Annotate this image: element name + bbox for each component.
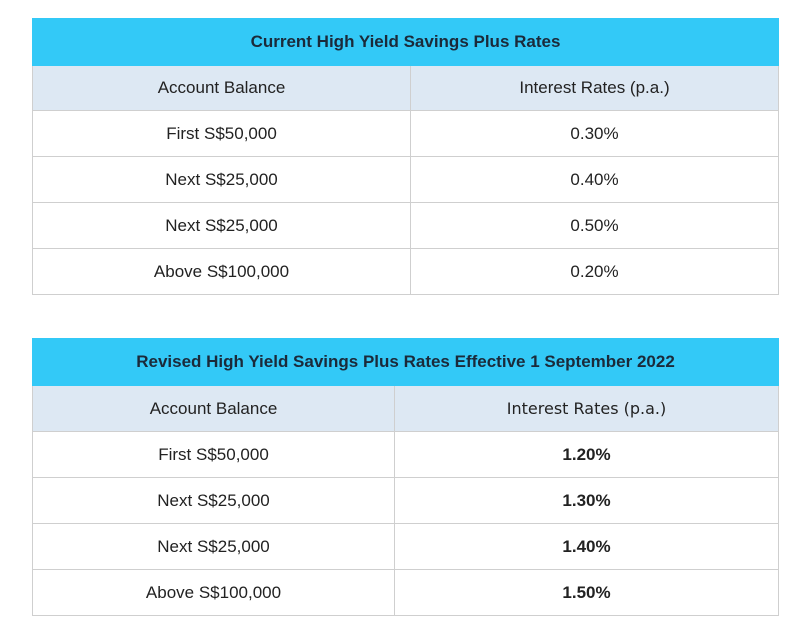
balance-cell: First S$50,000 [33,432,395,478]
current-rates-table [32,18,779,295]
balance-cell: First S$50,000 [33,111,411,157]
balance-cell: Next S$25,000 [33,478,395,524]
revised-rates-table [32,338,779,616]
column-header-balance: Account Balance [33,66,411,111]
table-row [33,111,779,157]
rate-cell: 0.40% [411,157,779,203]
table-row [33,570,779,616]
table-title-row [33,19,779,66]
rate-cell: 0.20% [411,249,779,295]
rate-cell: 1.20% [395,432,779,478]
column-header-rate: Interest Rates (p.a.) [395,386,779,432]
table-row [33,203,779,249]
table-title-row [33,339,779,386]
table-row [33,432,779,478]
balance-cell: Above S$100,000 [33,570,395,616]
balance-cell: Next S$25,000 [33,157,411,203]
rate-cell: 0.30% [411,111,779,157]
table-row [33,478,779,524]
table-row [33,249,779,295]
balance-cell: Above S$100,000 [33,249,411,295]
balance-cell: Next S$25,000 [33,524,395,570]
table-title: Revised High Yield Savings Plus Rates Effective 1 September 2022 [33,339,779,386]
table-row [33,524,779,570]
rate-cell: 0.50% [411,203,779,249]
table-header-row [33,66,779,111]
balance-cell: Next S$25,000 [33,203,411,249]
column-header-balance: Account Balance [33,386,395,432]
table-header-row [33,386,779,432]
column-header-rate: Interest Rates (p.a.) [411,66,779,111]
rate-cell: 1.30% [395,478,779,524]
rate-cell: 1.50% [395,570,779,616]
table-title: Current High Yield Savings Plus Rates [33,19,779,66]
table-row [33,157,779,203]
rate-cell: 1.40% [395,524,779,570]
